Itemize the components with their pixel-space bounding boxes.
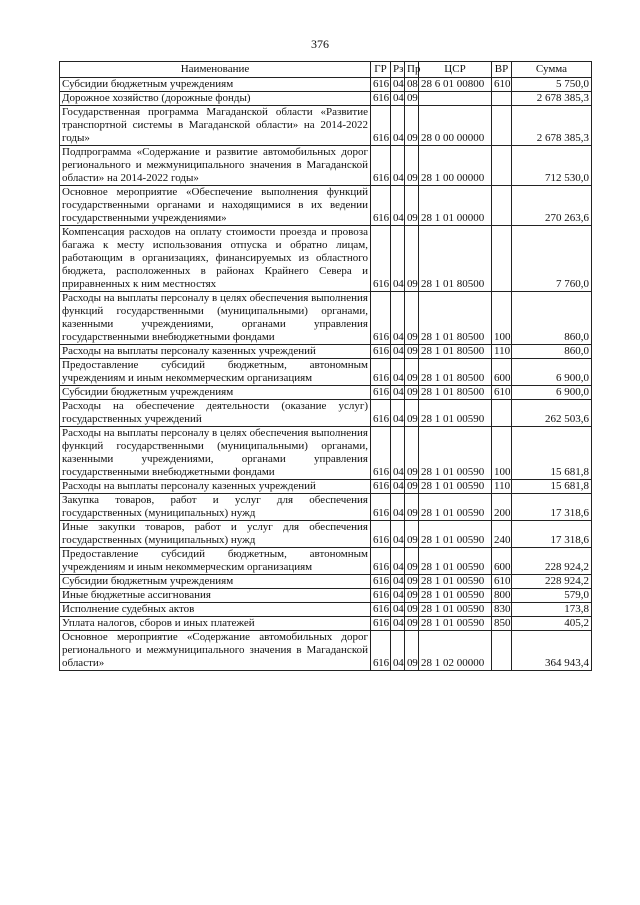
cell-vr: 100	[492, 427, 512, 480]
cell-vr: 110	[492, 480, 512, 494]
cell-gr: 616	[371, 359, 391, 386]
cell-rz: 04	[391, 575, 405, 589]
cell-rz: 04	[391, 427, 405, 480]
cell-rz: 04	[391, 78, 405, 92]
cell-vr: 800	[492, 589, 512, 603]
cell-name: Компенсация расходов на оплату стоимости проезда и провоза багажа к месту использования отпуска и обратно лицам, работающим в организациях, финансируемых из областного бюджета, расположенных в районах Крайнего Севера и приравненных к ним местностях	[60, 226, 371, 292]
cell-sum: 262 503,6	[512, 400, 592, 427]
cell-vr: 610	[492, 575, 512, 589]
cell-vr	[492, 226, 512, 292]
cell-sum: 5 750,0	[512, 78, 592, 92]
cell-vr	[492, 92, 512, 106]
cell-csr: 28 1 01 00590	[419, 427, 492, 480]
cell-vr	[492, 106, 512, 146]
cell-name: Закупка товаров, работ и услуг для обеспечения государственных (муниципальных) нужд	[60, 494, 371, 521]
cell-pr: 09	[405, 521, 419, 548]
cell-csr: 28 1 01 80500	[419, 386, 492, 400]
table-row	[60, 78, 592, 92]
table-row	[60, 292, 592, 345]
cell-csr: 28 1 01 80500	[419, 359, 492, 386]
cell-sum: 17 318,6	[512, 494, 592, 521]
cell-csr: 28 6 01 00800	[419, 78, 492, 92]
cell-gr: 616	[371, 78, 391, 92]
table-row	[60, 186, 592, 226]
cell-pr: 09	[405, 146, 419, 186]
cell-name: Расходы на выплаты персоналу казенных учреждений	[60, 345, 371, 359]
cell-name: Основное мероприятие «Обеспечение выполнения функций государственными органами и находящимися в их ведении государственными учреждениями»	[60, 186, 371, 226]
cell-gr: 616	[371, 575, 391, 589]
cell-gr: 616	[371, 589, 391, 603]
cell-gr: 616	[371, 603, 391, 617]
cell-vr	[492, 631, 512, 671]
cell-csr: 28 1 01 80500	[419, 292, 492, 345]
header-row	[60, 62, 592, 78]
cell-pr: 09	[405, 603, 419, 617]
cell-vr: 100	[492, 292, 512, 345]
cell-gr: 616	[371, 226, 391, 292]
cell-sum: 364 943,4	[512, 631, 592, 671]
cell-vr	[492, 146, 512, 186]
cell-rz: 04	[391, 400, 405, 427]
cell-rz: 04	[391, 603, 405, 617]
cell-csr: 28 0 00 00000	[419, 106, 492, 146]
cell-gr: 616	[371, 345, 391, 359]
cell-rz: 04	[391, 345, 405, 359]
cell-gr: 616	[371, 617, 391, 631]
cell-vr: 200	[492, 494, 512, 521]
cell-vr: 610	[492, 386, 512, 400]
page-number: 376	[311, 37, 329, 51]
cell-sum: 7 760,0	[512, 226, 592, 292]
cell-rz: 04	[391, 146, 405, 186]
cell-pr: 09	[405, 386, 419, 400]
cell-pr: 09	[405, 575, 419, 589]
cell-rz: 04	[391, 589, 405, 603]
column-header-name: Наименование	[60, 62, 371, 78]
column-header-csr: ЦСР	[419, 62, 492, 78]
cell-gr: 616	[371, 631, 391, 671]
cell-sum: 2 678 385,3	[512, 92, 592, 106]
cell-sum: 15 681,8	[512, 427, 592, 480]
cell-pr: 09	[405, 106, 419, 146]
cell-rz: 04	[391, 226, 405, 292]
cell-vr: 110	[492, 345, 512, 359]
cell-name: Государственная программа Магаданской области «Развитие транспортной системы в Магаданской области» на 2014-2022 годы»	[60, 106, 371, 146]
table-row	[60, 575, 592, 589]
cell-sum: 405,2	[512, 617, 592, 631]
cell-rz: 04	[391, 494, 405, 521]
column-header-rz: Рз	[391, 62, 405, 78]
cell-sum: 2 678 385,3	[512, 106, 592, 146]
cell-name: Расходы на выплаты персоналу в целях обеспечения выполнения функций государственными (муниципальными) органами, казенными учреждениями, органами управления государственными внебюджетными фондами	[60, 427, 371, 480]
cell-csr: 28 1 01 00590	[419, 400, 492, 427]
table-row	[60, 427, 592, 480]
cell-rz: 04	[391, 186, 405, 226]
cell-name: Основное мероприятие «Содержание автомобильных дорог регионального и межмуниципального значения в Магаданской области»	[60, 631, 371, 671]
table-row	[60, 359, 592, 386]
column-header-pr: Пр	[405, 62, 419, 78]
cell-name: Предоставление субсидий бюджетным, автономным учреждениям и иным некоммерческим организациям	[60, 548, 371, 575]
cell-sum: 712 530,0	[512, 146, 592, 186]
cell-sum: 860,0	[512, 345, 592, 359]
cell-sum: 6 900,0	[512, 386, 592, 400]
cell-pr: 09	[405, 186, 419, 226]
cell-csr: 28 1 01 00590	[419, 575, 492, 589]
cell-name: Расходы на выплаты персоналу казенных учреждений	[60, 480, 371, 494]
cell-csr: 28 1 01 00590	[419, 494, 492, 521]
cell-gr: 616	[371, 480, 391, 494]
cell-gr: 616	[371, 521, 391, 548]
cell-sum: 579,0	[512, 589, 592, 603]
table-row	[60, 345, 592, 359]
cell-gr: 616	[371, 494, 391, 521]
cell-name: Расходы на выплаты персоналу в целях обеспечения выполнения функций государственными (муниципальными) органами, казенными учреждениями, органами управления государственными внебюджетными фондами	[60, 292, 371, 345]
cell-pr: 09	[405, 548, 419, 575]
budget-table	[59, 61, 592, 671]
table-row	[60, 400, 592, 427]
cell-rz: 04	[391, 548, 405, 575]
table-row	[60, 548, 592, 575]
table-row	[60, 106, 592, 146]
cell-gr: 616	[371, 386, 391, 400]
cell-name: Предоставление субсидий бюджетным, автономным учреждениям и иным некоммерческим организациям	[60, 359, 371, 386]
cell-csr: 28 1 01 00590	[419, 603, 492, 617]
cell-rz: 04	[391, 92, 405, 106]
table-row	[60, 386, 592, 400]
cell-name: Субсидии бюджетным учреждениям	[60, 78, 371, 92]
cell-rz: 04	[391, 386, 405, 400]
cell-sum: 17 318,6	[512, 521, 592, 548]
cell-csr: 28 1 01 00590	[419, 589, 492, 603]
cell-name: Уплата налогов, сборов и иных платежей	[60, 617, 371, 631]
cell-sum: 15 681,8	[512, 480, 592, 494]
table-row	[60, 589, 592, 603]
cell-pr: 09	[405, 292, 419, 345]
cell-pr: 08	[405, 78, 419, 92]
cell-csr: 28 1 02 00000	[419, 631, 492, 671]
cell-csr: 28 1 01 80500	[419, 226, 492, 292]
cell-name: Субсидии бюджетным учреждениям	[60, 575, 371, 589]
cell-rz: 04	[391, 480, 405, 494]
cell-vr	[492, 400, 512, 427]
cell-sum: 228 924,2	[512, 548, 592, 575]
cell-gr: 616	[371, 92, 391, 106]
cell-rz: 04	[391, 106, 405, 146]
cell-pr: 09	[405, 631, 419, 671]
cell-vr: 240	[492, 521, 512, 548]
cell-vr: 600	[492, 548, 512, 575]
cell-csr: 28 1 01 00590	[419, 617, 492, 631]
cell-sum: 6 900,0	[512, 359, 592, 386]
table-row	[60, 603, 592, 617]
cell-vr	[492, 186, 512, 226]
cell-csr	[419, 92, 492, 106]
cell-sum: 173,8	[512, 603, 592, 617]
cell-vr: 830	[492, 603, 512, 617]
cell-name: Иные закупки товаров, работ и услуг для обеспечения государственных (муниципальных) нужд	[60, 521, 371, 548]
cell-gr: 616	[371, 106, 391, 146]
cell-gr: 616	[371, 427, 391, 480]
cell-sum: 270 263,6	[512, 186, 592, 226]
column-header-vr: ВР	[492, 62, 512, 78]
table-row	[60, 226, 592, 292]
cell-rz: 04	[391, 292, 405, 345]
cell-rz: 04	[391, 521, 405, 548]
cell-pr: 09	[405, 226, 419, 292]
cell-pr: 09	[405, 494, 419, 521]
cell-rz: 04	[391, 617, 405, 631]
cell-csr: 28 1 00 00000	[419, 146, 492, 186]
table-row	[60, 146, 592, 186]
cell-name: Дорожное хозяйство (дорожные фонды)	[60, 92, 371, 106]
table-row	[60, 480, 592, 494]
cell-pr: 09	[405, 480, 419, 494]
cell-name: Расходы на обеспечение деятельности (оказание услуг) государственных учреждений	[60, 400, 371, 427]
table-row	[60, 494, 592, 521]
cell-gr: 616	[371, 548, 391, 575]
cell-rz: 04	[391, 359, 405, 386]
cell-pr: 09	[405, 359, 419, 386]
cell-gr: 616	[371, 400, 391, 427]
cell-csr: 28 1 01 00000	[419, 186, 492, 226]
cell-csr: 28 1 01 00590	[419, 521, 492, 548]
cell-vr: 610	[492, 78, 512, 92]
cell-sum: 860,0	[512, 292, 592, 345]
table-row	[60, 521, 592, 548]
cell-name: Подпрограмма «Содержание и развитие автомобильных дорог регионального и межмуниципального значения в Магаданской области» на 2014-2022 годы»	[60, 146, 371, 186]
cell-pr: 09	[405, 345, 419, 359]
cell-rz: 04	[391, 631, 405, 671]
table-row	[60, 92, 592, 106]
cell-gr: 616	[371, 186, 391, 226]
table-row	[60, 631, 592, 671]
table-row	[60, 617, 592, 631]
cell-pr: 09	[405, 617, 419, 631]
cell-pr: 09	[405, 427, 419, 480]
cell-gr: 616	[371, 146, 391, 186]
cell-csr: 28 1 01 00590	[419, 548, 492, 575]
cell-sum: 228 924,2	[512, 575, 592, 589]
cell-csr: 28 1 01 80500	[419, 345, 492, 359]
cell-pr: 09	[405, 92, 419, 106]
cell-name: Исполнение судебных актов	[60, 603, 371, 617]
cell-name: Субсидии бюджетным учреждениям	[60, 386, 371, 400]
cell-pr: 09	[405, 589, 419, 603]
cell-csr: 28 1 01 00590	[419, 480, 492, 494]
cell-vr: 600	[492, 359, 512, 386]
column-header-gr: ГР	[371, 62, 391, 78]
cell-vr: 850	[492, 617, 512, 631]
column-header-sum: Сумма	[512, 62, 592, 78]
cell-name: Иные бюджетные ассигнования	[60, 589, 371, 603]
cell-pr: 09	[405, 400, 419, 427]
cell-gr: 616	[371, 292, 391, 345]
